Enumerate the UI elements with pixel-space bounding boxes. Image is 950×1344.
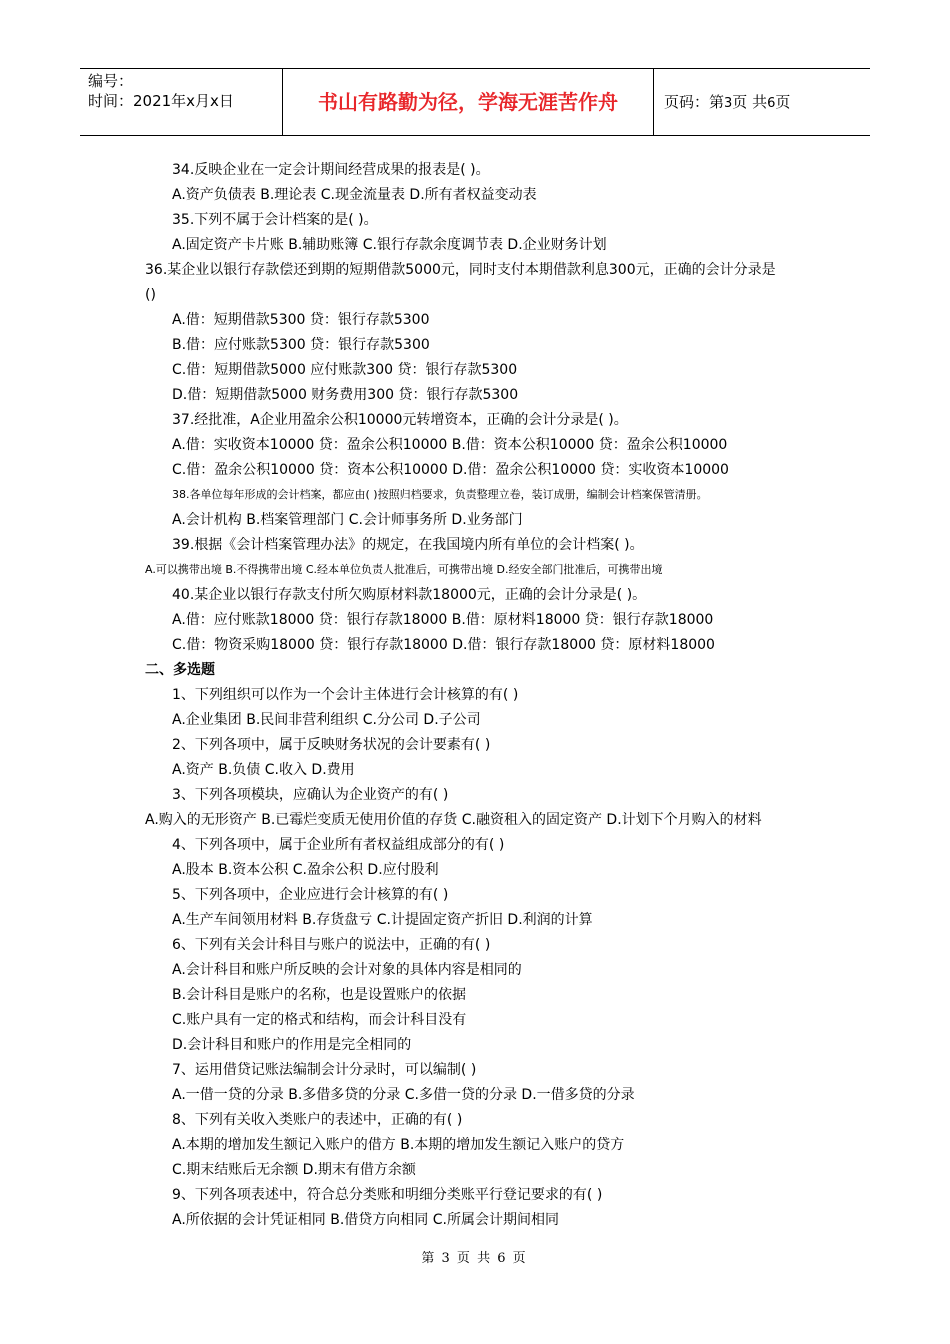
- page-end: 页: [775, 93, 791, 111]
- question-39: 39.根据《会计档案管理办法》的规定，在我国境内所有单位的会计档案( )。: [172, 537, 644, 553]
- question-36-option-b: B.借：应付账款5300 贷：银行存款5300: [172, 337, 430, 353]
- mc-question-4: 4、下列各项中，属于企业所有者权益组成部分的有( ): [172, 837, 505, 853]
- mc-question-9-options: A.所依据的会计凭证相同 B.借贷方向相同 C.所属会计期间相同: [172, 1212, 559, 1228]
- question-35: 35.下列不属于会计档案的是( )。: [172, 212, 378, 228]
- footer-page-total: 6: [497, 1251, 506, 1266]
- mc-question-6-option-b: B.会计科目是账户的名称，也是设置账户的依据: [172, 987, 467, 1003]
- mc-question-3-options: A.购入的无形资产 B.已霉烂变质无使用价值的存货 C.融资租入的固定资产 D.计划下个月购入的材料: [145, 812, 762, 828]
- mc-question-2: 2、下列各项中，属于反映财务状况的会计要素有( ): [172, 737, 491, 753]
- question-36-option-c: C.借：短期借款5000 应付账款300 贷：银行存款5300: [172, 362, 518, 378]
- time-label: 时间：2021年x月x日: [88, 92, 234, 110]
- header-motto: 书山有路勤为径，学海无涯苦作舟: [282, 69, 654, 135]
- mc-question-6: 6、下列有关会计科目与账户的说法中，正确的有( ): [172, 937, 491, 953]
- header-page-number: [654, 69, 870, 135]
- mc-question-6-option-d: D.会计科目和账户的作用是完全相同的: [172, 1037, 412, 1053]
- question-34-options: A.资产负债表 B.理论表 C.现金流量表 D.所有者权益变动表: [172, 187, 537, 203]
- mc-question-9: 9、下列各项表述中，符合总分类账和明细分类账平行登记要求的有( ): [172, 1187, 603, 1203]
- question-35-options: A.固定资产卡片账 B.辅助账簿 C.银行存款余度调节表 D.企业财务计划: [172, 237, 607, 253]
- footer-part-4: 页: [512, 1251, 526, 1266]
- mc-question-8-options-ab: A.本期的增加发生额记入账户的借方 B.本期的增加发生额记入账户的贷方: [172, 1137, 625, 1153]
- footer-part-1: 第: [421, 1251, 435, 1266]
- footer-part-2: 页: [456, 1251, 470, 1266]
- page-header: [80, 68, 870, 136]
- page-total: 6: [767, 96, 776, 111]
- question-36-option-d: D.借：短期借款5000 财务费用300 贷：银行存款5300: [172, 387, 519, 403]
- mc-question-8: 8、下列有关收入类账户的表述中，正确的有( ): [172, 1112, 463, 1128]
- header-meta: [80, 69, 282, 135]
- question-40: 40.某企业以银行存款支付所欠购原材料款18000元，正确的会计分录是( )。: [172, 587, 647, 603]
- footer-part-3: 共: [477, 1251, 491, 1266]
- mc-question-1: 1、下列组织可以作为一个会计主体进行会计核算的有( ): [172, 687, 519, 703]
- mc-question-6-option-a: A.会计科目和账户所反映的会计对象的具体内容是相同的: [172, 962, 522, 978]
- page-current: 3: [724, 96, 733, 111]
- question-36-option-a: A.借：短期借款5300 贷：银行存款5300: [172, 312, 430, 328]
- mc-question-7: 7、运用借贷记账法编制会计分录时，可以编制( ): [172, 1062, 477, 1078]
- page-mid: 页 共: [732, 93, 768, 111]
- mc-question-5: 5、下列各项中，企业应进行会计核算的有( ): [172, 887, 449, 903]
- question-39-options: A.可以携带出境 B.不得携带出境 C.经本单位负责人批准后，可携带出境 D.经安全部门批准后，可携带出境: [145, 563, 663, 576]
- question-36: 36.某企业以银行存款偿还到期的短期借款5000元，同时支付本期借款利息300元，正确的会计分录是: [145, 262, 776, 278]
- question-38: 38.各单位每年形成的会计档案，都应由( )按照归档要求，负责整理立卷，装订成册，编制会计档案保管清册。: [172, 488, 708, 501]
- mc-question-1-options: A.企业集团 B.民间非营利组织 C.分公司 D.子公司: [172, 712, 481, 728]
- question-36-cont: (): [145, 287, 156, 303]
- mc-question-6-option-c: C.账户具有一定的格式和结构，而会计科目没有: [172, 1012, 467, 1028]
- mc-question-5-options: A.生产车间领用材料 B.存货盘亏 C.计提固定资产折旧 D.利润的计算: [172, 912, 593, 928]
- mc-question-8-options-cd: C.期末结账后无余额 D.期末有借方余额: [172, 1162, 416, 1178]
- question-38-options: A.会计机构 B.档案管理部门 C.会计师事务所 D.业务部门: [172, 512, 523, 528]
- question-37-options-cd: C.借：盈余公积10000 贷：资本公积10000 D.借：盈余公积10000 贷：实收资本10000: [172, 462, 729, 478]
- mc-question-2-options: A.资产 B.负债 C.收入 D.费用: [172, 762, 355, 778]
- page-footer: [0, 1247, 950, 1266]
- mc-question-3: 3、下列各项模块，应确认为企业资产的有( ): [172, 787, 449, 803]
- question-37-options-ab: A.借：实收资本10000 贷：盈余公积10000 B.借：资本公积10000 贷：盈余公积10000: [172, 437, 728, 453]
- question-40-options-cd: C.借：物资采购18000 贷：银行存款18000 D.借：银行存款18000 贷：原材料18000: [172, 637, 715, 653]
- question-40-options-ab: A.借：应付账款18000 贷：银行存款18000 B.借：原材料18000 贷：银行存款18000: [172, 612, 714, 628]
- section-multiple-choice: 二、多选题: [145, 662, 215, 678]
- footer-page-current: 3: [441, 1251, 450, 1266]
- serial-label: 编号：: [88, 72, 134, 90]
- page-label: 页码：第: [664, 93, 725, 111]
- mc-question-4-options: A.股本 B.资本公积 C.盈余公积 D.应付股利: [172, 862, 439, 878]
- mc-question-7-options: A.一借一贷的分录 B.多借多贷的分录 C.多借一贷的分录 D.一借多贷的分录: [172, 1087, 635, 1103]
- question-37: 37.经批准，A企业用盈余公积10000元转增资本，正确的会计分录是( )。: [172, 412, 628, 428]
- question-34: 34.反映企业在一定会计期间经营成果的报表是( )。: [172, 162, 490, 178]
